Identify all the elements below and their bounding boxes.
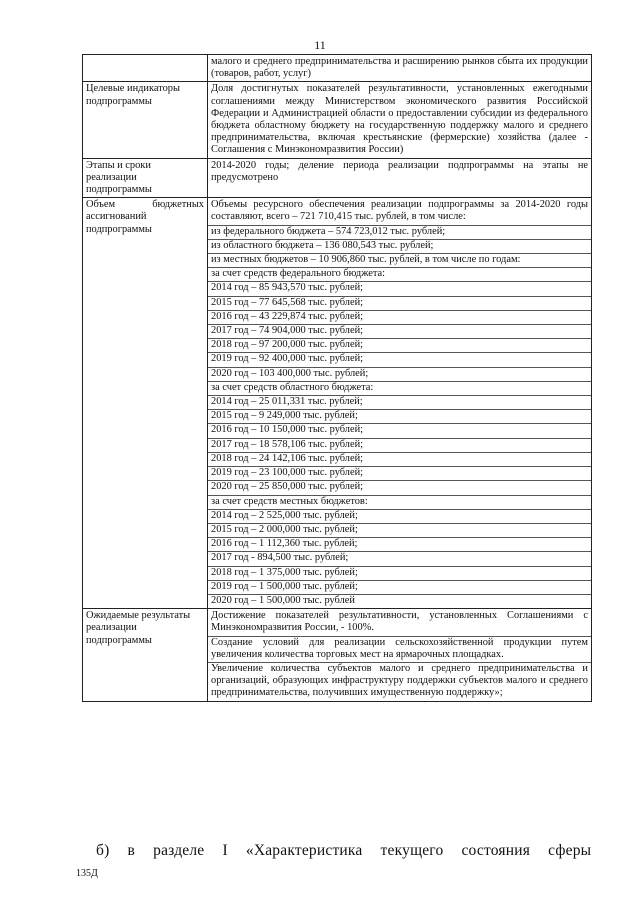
budget-line: 2019 год – 92 400,000 тыс. рублей; bbox=[208, 352, 591, 365]
budget-line: 2017 год – 74 904,000 тыс. рублей; bbox=[208, 324, 591, 337]
budget-line: 2020 год – 1 500,000 тыс. рублей bbox=[208, 594, 591, 607]
budget-line: 2018 год – 1 375,000 тыс. рублей; bbox=[208, 566, 591, 579]
budget-line: 2016 год – 1 112,360 тыс. рублей; bbox=[208, 537, 591, 550]
budget-line: 2017 год – 18 578,106 тыс. рублей; bbox=[208, 438, 591, 451]
budget-line: 2020 год – 103 400,000 тыс. рублей; bbox=[208, 367, 591, 380]
budget-line: 2019 год – 23 100,000 тыс. рублей; bbox=[208, 466, 591, 479]
document-code: 135Д bbox=[76, 868, 98, 879]
budget-line: 2017 год - 894,500 тыс. рублей; bbox=[208, 551, 591, 564]
budget-line: за счет средств областного бюджета: bbox=[208, 381, 591, 394]
table-row bbox=[83, 609, 592, 701]
row-label: Ожидаемые результаты реализации подпрограммы bbox=[83, 609, 208, 701]
table-row bbox=[83, 198, 592, 609]
budget-line: из федерального бюджета – 574 723,012 тыс. рублей; bbox=[208, 225, 591, 238]
budget-line: 2015 год – 9 249,000 тыс. рублей; bbox=[208, 409, 591, 422]
budget-line: за счет средств местных бюджетов: bbox=[208, 495, 591, 508]
budget-line: 2020 год – 25 850,000 тыс. рублей; bbox=[208, 480, 591, 493]
budget-line: за счет средств федерального бюджета: bbox=[208, 267, 591, 280]
row-label: Объем бюджетных ассигнований подпрограммы bbox=[83, 198, 208, 609]
budget-line: из областного бюджета – 136 080,543 тыс. рублей; bbox=[208, 239, 591, 252]
table-row bbox=[83, 82, 592, 158]
subprogram-passport-table bbox=[82, 54, 592, 702]
row-label bbox=[83, 55, 208, 82]
budget-line: 2014 год – 25 011,331 тыс. рублей; bbox=[208, 395, 591, 408]
budget-line: 2018 год – 24 142,106 тыс. рублей; bbox=[208, 452, 591, 465]
budget-line: 2014 год – 2 525,000 тыс. рублей; bbox=[208, 509, 591, 522]
row-label: Целевые индикаторы подпрограммы bbox=[83, 82, 208, 158]
table-row bbox=[83, 158, 592, 198]
budget-line: 2015 год – 77 645,568 тыс. рублей; bbox=[208, 296, 591, 309]
page-number: 11 bbox=[314, 38, 326, 52]
results-cell bbox=[208, 609, 592, 701]
budget-line: 2015 год – 2 000,000 тыс. рублей; bbox=[208, 523, 591, 536]
result-paragraph: Достижение показателей результативности, установленных Соглашениями с Минэкономразвития России, - 100%. bbox=[211, 610, 588, 634]
budget-line: Объемы ресурсного обеспечения реализации подпрограммы за 2014-2020 годы составляют, всего – 721 710,415 тыс. рублей, в том числе: bbox=[211, 199, 588, 223]
row-label: Этапы и сроки реализации подпрограммы bbox=[83, 158, 208, 198]
table-row bbox=[83, 55, 592, 82]
budget-line: 2018 год – 97 200,000 тыс. рублей; bbox=[208, 338, 591, 351]
budget-cell bbox=[208, 198, 592, 609]
row-text: Доля достигнутых показателей результативности, установленных ежегодными соглашениями между Министерством экономического развития Российской Федерации и Администрацией области о предоставлении субсидии из федерального бюджета областному бюджету на государственную поддержку малого и среднего предпринимательства, включая крестьянские (фермерские) хозяйства (далее - Соглашения с Минэкономразвития России) bbox=[208, 82, 592, 158]
result-paragraph: Создание условий для реализации сельскохозяйственной продукции путем увеличения количества торговых мест на ярмарочных площадках. bbox=[208, 636, 591, 661]
budget-line: из местных бюджетов – 10 906,860 тыс. рублей, в том числе по годам: bbox=[208, 253, 591, 266]
row-text: малого и среднего предпринимательства и расширению рынков сбыта их продукции (товаров, работ, услуг) bbox=[208, 55, 592, 82]
row-text: 2014-2020 годы; деление периода реализации подпрограммы на этапы не предусмотрено bbox=[208, 158, 592, 198]
budget-line: 2019 год – 1 500,000 тыс. рублей; bbox=[208, 580, 591, 593]
budget-line: 2014 год – 85 943,570 тыс. рублей; bbox=[208, 281, 591, 294]
budget-line: 2016 год – 43 229,874 тыс. рублей; bbox=[208, 310, 591, 323]
continuation-text: б) в разделе I «Характеристика текущего состояния сферы bbox=[96, 842, 592, 859]
result-paragraph: Увеличение количества субъектов малого и среднего предпринимательства и организаций, образующих инфраструктуру поддержки субъектов малого и среднего предпринимательства, получивших имущественную поддержку»; bbox=[208, 662, 591, 700]
budget-line: 2016 год – 10 150,000 тыс. рублей; bbox=[208, 423, 591, 436]
